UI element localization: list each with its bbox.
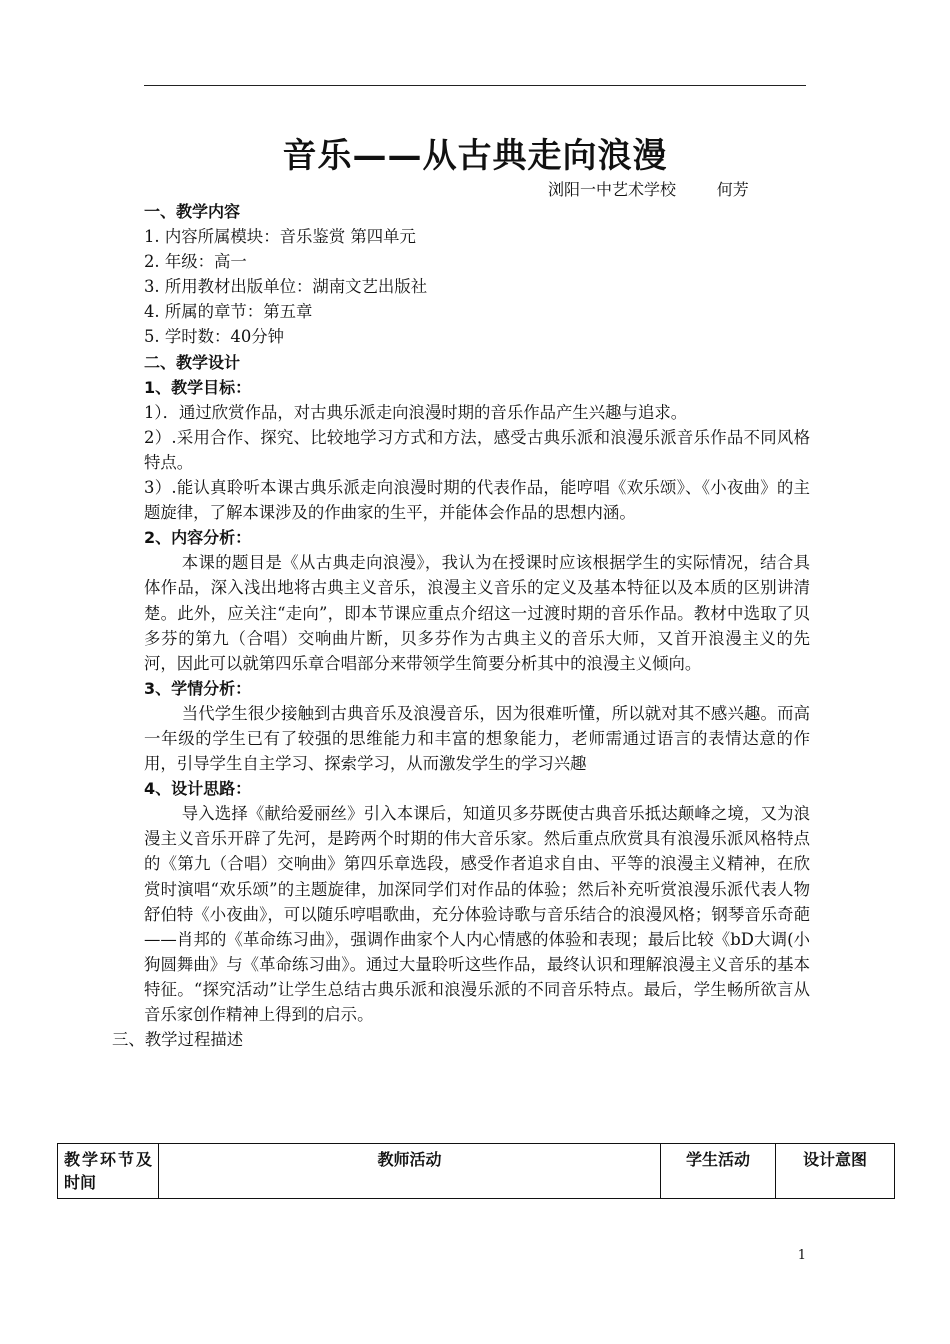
column-header-student: 学生活动 bbox=[661, 1144, 776, 1199]
subheading-student-analysis: 3、学情分析： bbox=[144, 678, 252, 698]
goal-item: 3）.能认真聆听本课古典乐派走向浪漫时期的代表作品，能哼唱《欢乐颂》、《小夜曲》的主题旋律，了解本课涉及的作曲家的生平，并能体会作品的思想内涵。 bbox=[144, 478, 810, 523]
column-header-teacher: 教师活动 bbox=[159, 1144, 661, 1199]
design-idea-paragraph: 导入选择《献给爱丽丝》引入本课后，知道贝多芬既使古典音乐抵达颠峰之境，又为浪漫主义音乐开辟了先河，是跨两个时期的伟大音乐家。然后重点欣赏具有浪漫乐派风格特点的《第九（合唱）交响曲》第四乐章选段，感受作者追求自由、平等的浪漫主义精神，在欣赏时演唱“欢乐颂”的主题旋律，加深同学们对作品的体验；然后补充听赏浪漫乐派代表人物舒伯特《小夜曲》，可以随乐哼唱歌曲，充分体验诗歌与音乐结合的浪漫风格；钢琴音乐奇葩——肖邦的《革命练习曲》，强调作曲家个人内心情感的体验和表现；最后比较《bD大调(小狗圆舞曲》与《革命练习曲》。通过大量聆听这些作品，最终认识和理解浪漫主义音乐的基本特征。“探究活动”让学生总结古典乐派和浪漫乐派的不同音乐特点。最后，学生畅所欲言从音乐家创作精神上得到的启示。 bbox=[144, 804, 810, 1024]
process-table bbox=[57, 1143, 895, 1199]
list-item: 1. 内容所属模块：音乐鉴赏 第四单元 bbox=[144, 227, 416, 247]
author-name: 何芳 bbox=[716, 180, 749, 199]
student-analysis-paragraph: 当代学生很少接触到古典音乐及浪漫音乐，因为很难听懂，所以就对其不感兴趣。而高一年级的学生已有了较强的思维能力和丰富的想象能力，老师需通过语言的表情达意的作用，引导学生自主学习、探索学习，从而激发学生的学习兴趣 bbox=[144, 703, 810, 774]
document-title: 音乐——从古典走向浪漫 bbox=[282, 136, 668, 176]
content-analysis-paragraph: 本课的题目是《从古典走向浪漫》，我认为在授课时应该根据学生的实际情况，结合具体作品，深入浅出地将古典主义音乐，浪漫主义音乐的定义及基本特征以及本质的区别讲清楚。此外，应关注“走向”，即本节课应重点介绍这一过渡时期的音乐作品。教材中选取了贝多芬的第九（合唱）交响曲片断，贝多芬作为古典主义的音乐大师，又首开浪漫主义的先河，因此可以就第四乐章合唱部分来带领学生简要分析其中的浪漫主义倾向。 bbox=[144, 553, 810, 673]
author-line bbox=[548, 177, 749, 200]
column-header-intent: 设计意图 bbox=[776, 1144, 895, 1199]
document-body bbox=[112, 199, 810, 1052]
section-heading-content: 一、教学内容 bbox=[144, 202, 241, 221]
list-item: 4. 所属的章节：第五章 bbox=[144, 302, 313, 322]
subheading-design-idea: 4、设计思路： bbox=[144, 779, 252, 799]
author-school: 浏阳一中艺术学校 bbox=[548, 180, 677, 199]
subheading-content-analysis: 2、内容分析： bbox=[144, 528, 252, 548]
subheading-goals: 1、教学目标： bbox=[144, 377, 252, 397]
section-heading-design: 二、教学设计 bbox=[144, 352, 241, 372]
section-heading-process: 三、教学过程描述 bbox=[112, 1030, 244, 1050]
page-number: 1 bbox=[797, 1248, 806, 1263]
header-rule bbox=[144, 85, 806, 86]
goal-item: 1）．通过欣赏作品，对古典乐派走向浪漫时期的音乐作品产生兴趣与追求。 bbox=[144, 402, 688, 422]
list-item: 3. 所用教材出版单位：湖南文艺出版社 bbox=[144, 277, 428, 297]
list-item: 2. 年级：高一 bbox=[144, 252, 247, 272]
list-item: 5. 学时数：40分钟 bbox=[144, 327, 285, 347]
table-header-row bbox=[58, 1144, 895, 1199]
goal-item: 2）.采用合作、探究、比较地学习方式和方法，感受古典乐派和浪漫乐派音乐作品不同风格特点。 bbox=[144, 427, 810, 472]
column-header-stage: 教学环节及时间 bbox=[58, 1144, 159, 1199]
